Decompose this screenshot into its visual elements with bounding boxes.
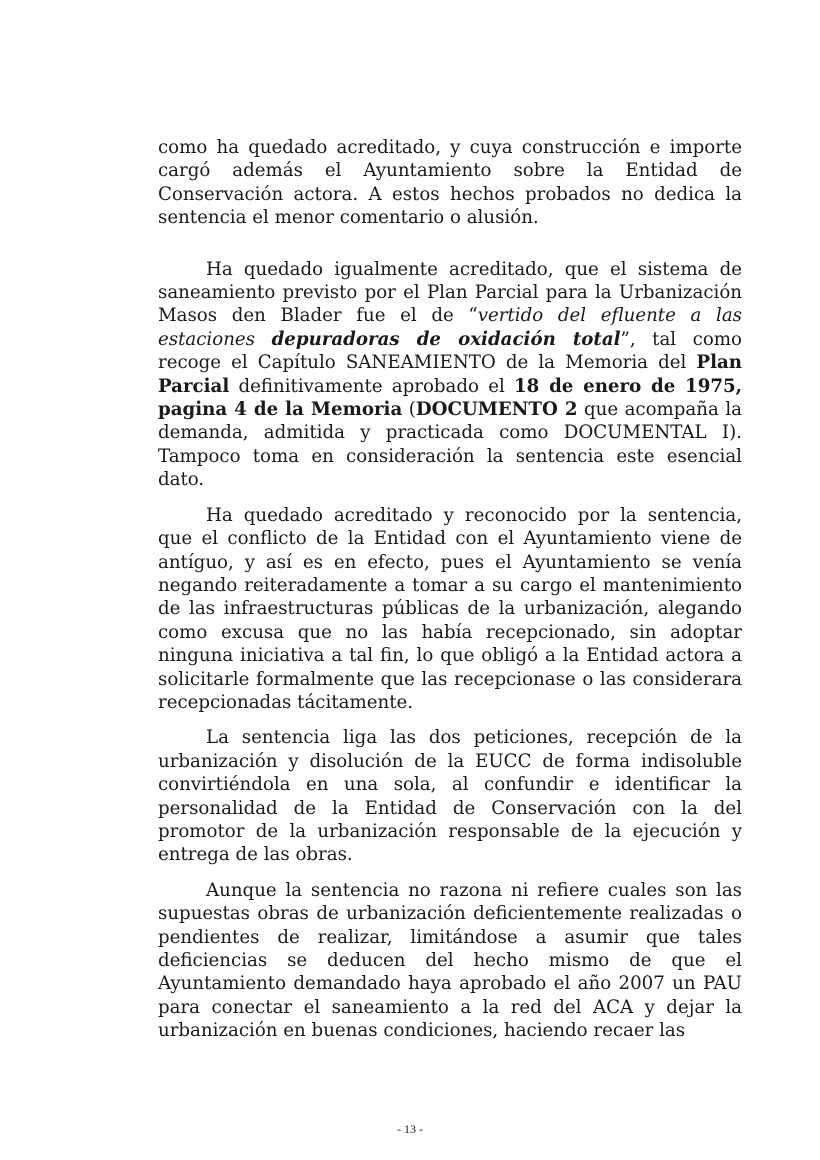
date-reference-bold: 18 de enero de 1975, pagina 4 de la Memoria <box>158 375 742 421</box>
paragraph-3-text: Ha quedado acreditado y reconocido por la sentencia, que el conflicto de la Entidad con el Ayuntamiento viene de antíguo, y así es en efecto, pues el Ayuntamiento se venía negando reiteradamente a tomar a su cargo el mantenimiento de las infraestructuras públicas de la urbanización, alegando como excusa que no las había recepcionado, sin adoptar ninguna iniciativa a tal fin, lo que obligó a la Entidad actora a solicitarle formalmente que las recepcionase o las considerara recepcionadas tácitamente. <box>158 504 742 713</box>
paragraph-1 <box>158 136 742 230</box>
paragraph-2 <box>158 258 742 492</box>
paragraph-3 <box>158 504 742 715</box>
paragraph-2-text-b: ”, tal como recoge el Capítulo SANEAMIENTO de la Memoria del <box>158 328 742 374</box>
paragraph-2-text-d: ( <box>402 399 416 421</box>
plan-parcial-bold: Plan Parcial <box>158 352 742 397</box>
paragraph-5-text: Aunque la sentencia no razona ni refiere cuales son las supuestas obras de urbanización deficientemente realizadas o pendientes de realizar, limitándose a asumir que tales deficiencias se deducen del hecho mismo de que el Ayuntamiento demandado haya aprobado el año 2007 un PAU para conectar el saneamiento a la red del ACA y dejar la urbanización en buenas condiciones, haciendo recaer las <box>158 879 742 1042</box>
paragraph-5 <box>158 879 742 1043</box>
paragraph-1-text: como ha quedado acreditado, y cuya construcción e importe cargó además el Ayuntamiento sobre la Entidad de Conservación actora. A estos hechos probados no dedica la sentencia el menor comentario o alusión. <box>158 137 742 229</box>
paragraph-2-text-a: Ha quedado igualmente acreditado, que el sistema de saneamiento previsto por el Plan Parcial para la Urbanización Masos den Blader fue el de “ <box>158 258 742 327</box>
paragraph-4 <box>158 726 742 866</box>
paragraph-2-text-e: que acompaña la demanda, admitida y practicada como DOCUMENTAL I). Tampoco toma en consideración la sentencia este esencial dato. <box>158 399 742 491</box>
quote-bold-italic-text: depuradoras de oxidación total <box>271 328 621 350</box>
documento-2-bold: DOCUMENTO 2 <box>415 399 578 421</box>
page-number: - 13 - <box>397 1122 423 1136</box>
body-text <box>158 136 742 1043</box>
quote-italic-text: vertido del efluente a las estaciones <box>158 305 743 350</box>
paragraph-4-text: La sentencia liga las dos peticiones, recepción de la urbanización y disolución de la EUCC de forma indisoluble convirtiéndola en una sola, al confundir e identificar la personalidad de la Entidad de Conservación con la del promotor de la urbanización responsable de la ejecución y entrega de las obras. <box>158 727 742 866</box>
paragraph-2-text-c: definitivamente aprobado el <box>229 375 514 397</box>
